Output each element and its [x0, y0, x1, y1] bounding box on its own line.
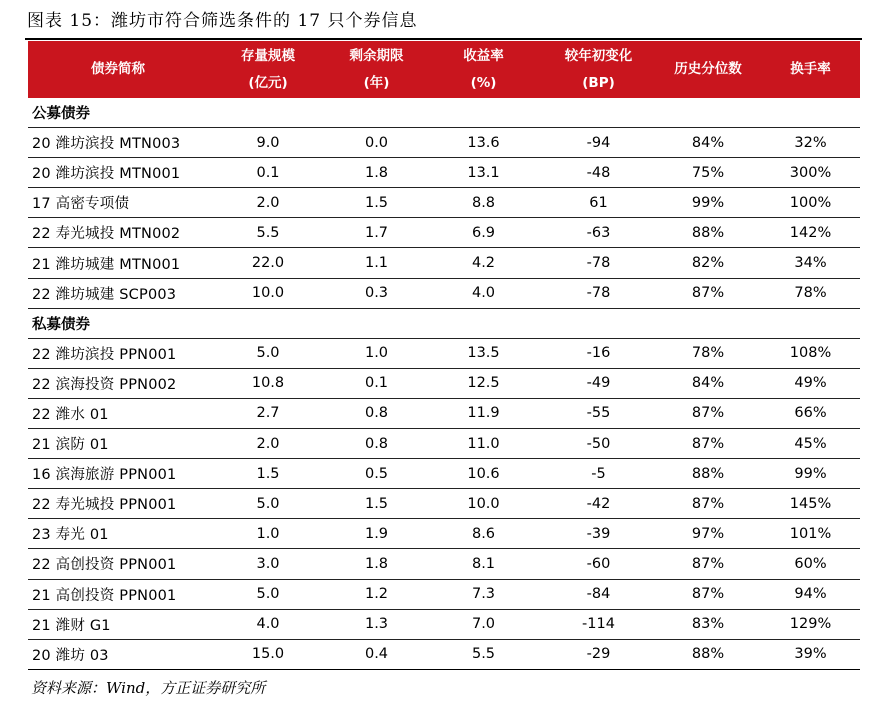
table-row [28, 609, 860, 639]
table-cell: 10.6 [425, 459, 542, 489]
bond-name-cell: 20 潍坊 03 [28, 639, 208, 669]
table-body [28, 98, 860, 669]
table-cell: 15.0 [208, 639, 328, 669]
table-cell: 6.9 [425, 218, 542, 248]
table-cell: 66% [761, 398, 860, 428]
table-cell: -16 [542, 338, 655, 368]
table-row [28, 398, 860, 428]
table-cell: 5.5 [208, 218, 328, 248]
bond-name-cell: 22 滨海投资 PPN002 [28, 368, 208, 398]
table-cell: 142% [761, 218, 860, 248]
bond-name-cell: 21 滨防 01 [28, 429, 208, 459]
section-label: 私募债券 [28, 308, 860, 338]
table-cell: 99% [761, 459, 860, 489]
table-cell: 108% [761, 338, 860, 368]
table-cell: 87% [655, 489, 761, 519]
table-row [28, 549, 860, 579]
table-cell: 5.0 [208, 489, 328, 519]
table-cell: 0.3 [328, 278, 425, 308]
table-row [28, 128, 860, 158]
table-cell: 87% [655, 429, 761, 459]
column-header [328, 41, 425, 98]
table-cell: 1.0 [208, 519, 328, 549]
section-row [28, 308, 860, 338]
column-header-label: 较年初变化 [564, 47, 633, 64]
table-cell: 49% [761, 368, 860, 398]
table-cell: 1.9 [328, 519, 425, 549]
table-cell: 87% [655, 398, 761, 428]
column-header [761, 41, 860, 98]
table-cell: 0.5 [328, 459, 425, 489]
table-cell: 22.0 [208, 248, 328, 278]
bond-name-cell: 22 潍水 01 [28, 398, 208, 428]
table-cell: 1.8 [328, 549, 425, 579]
table-cell: 2.0 [208, 188, 328, 218]
table-cell: -29 [542, 639, 655, 669]
table-cell: 4.0 [208, 609, 328, 639]
table-cell: 101% [761, 519, 860, 549]
table-cell: 7.3 [425, 579, 542, 609]
table-cell: 61 [542, 188, 655, 218]
table-cell: 87% [655, 549, 761, 579]
table-cell: -50 [542, 429, 655, 459]
table-row [28, 368, 860, 398]
table-cell: -78 [542, 248, 655, 278]
column-header-unit: (年) [363, 74, 390, 91]
table-cell: 1.5 [208, 459, 328, 489]
table-header [28, 41, 860, 98]
table-cell: -84 [542, 579, 655, 609]
column-header [542, 41, 655, 98]
table-cell: 84% [655, 368, 761, 398]
table-cell: 88% [655, 639, 761, 669]
title-rule [25, 38, 862, 40]
bond-name-cell: 21 潍坊城建 MTN001 [28, 248, 208, 278]
table-row [28, 218, 860, 248]
table-cell: 99% [655, 188, 761, 218]
table-cell: 75% [655, 158, 761, 188]
table-cell: 100% [761, 188, 860, 218]
table-row [28, 429, 860, 459]
source-note: 资料来源：Wind，方正证券研究所 [31, 679, 266, 697]
bond-name-cell: 20 潍坊滨投 MTN003 [28, 128, 208, 158]
bond-name-cell: 22 高创投资 PPN001 [28, 549, 208, 579]
column-header-unit: (%) [470, 74, 497, 91]
table-cell: 32% [761, 128, 860, 158]
bond-name-cell: 22 潍坊滨投 PPN001 [28, 338, 208, 368]
table-cell: -5 [542, 459, 655, 489]
table-cell: 4.0 [425, 278, 542, 308]
table-row [28, 158, 860, 188]
column-header-unit: (亿元) [248, 74, 288, 91]
bond-name-cell: 22 寿光城投 MTN002 [28, 218, 208, 248]
table-cell: 0.4 [328, 639, 425, 669]
table-cell: 1.1 [328, 248, 425, 278]
table-cell: 145% [761, 489, 860, 519]
table-cell: 8.6 [425, 519, 542, 549]
table-cell: 4.2 [425, 248, 542, 278]
table-cell: 0.8 [328, 398, 425, 428]
table-cell: -42 [542, 489, 655, 519]
table-cell: -114 [542, 609, 655, 639]
table-cell: 12.5 [425, 368, 542, 398]
table-cell: 2.0 [208, 429, 328, 459]
table-cell: -94 [542, 128, 655, 158]
column-header-label: 债券简称 [91, 61, 145, 77]
table-cell: -63 [542, 218, 655, 248]
table-cell: 3.0 [208, 549, 328, 579]
table-cell: -39 [542, 519, 655, 549]
table-row [28, 188, 860, 218]
column-header-label: 剩余期限 [349, 47, 404, 64]
table-cell: 300% [761, 158, 860, 188]
table-row [28, 338, 860, 368]
table-row [28, 278, 860, 308]
section-row [28, 98, 860, 128]
table-cell: 88% [655, 459, 761, 489]
table-cell: 1.7 [328, 218, 425, 248]
table-cell: 0.0 [328, 128, 425, 158]
bond-name-cell: 22 寿光城投 PPN001 [28, 489, 208, 519]
table-cell: 82% [655, 248, 761, 278]
table-cell: -49 [542, 368, 655, 398]
table-cell: 10.0 [208, 278, 328, 308]
table-cell: 9.0 [208, 128, 328, 158]
table-cell: 88% [655, 218, 761, 248]
table-cell: 13.1 [425, 158, 542, 188]
table-row [28, 459, 860, 489]
table-cell: 78% [655, 338, 761, 368]
table-cell: 0.8 [328, 429, 425, 459]
bond-name-cell: 21 高创投资 PPN001 [28, 579, 208, 609]
column-header-label: 历史分位数 [674, 61, 742, 77]
bond-name-cell: 20 潍坊滨投 MTN001 [28, 158, 208, 188]
table-cell: 129% [761, 609, 860, 639]
bond-name-cell: 16 滨海旅游 PPN001 [28, 459, 208, 489]
table-row [28, 519, 860, 549]
table-cell: 11.0 [425, 429, 542, 459]
table-cell: 94% [761, 579, 860, 609]
column-header [425, 41, 542, 98]
table-cell: 7.0 [425, 609, 542, 639]
figure-title: 图表 15：潍坊市符合筛选条件的 17 只个券信息 [27, 11, 418, 31]
table-cell: 45% [761, 429, 860, 459]
table-row [28, 248, 860, 278]
table-cell: 11.9 [425, 398, 542, 428]
table-cell: 78% [761, 278, 860, 308]
table-cell: 8.8 [425, 188, 542, 218]
table-cell: 1.0 [328, 338, 425, 368]
table-cell: 8.1 [425, 549, 542, 579]
table-row [28, 579, 860, 609]
table-cell: -48 [542, 158, 655, 188]
table-cell: 5.0 [208, 338, 328, 368]
table-cell: 10.0 [425, 489, 542, 519]
table-cell: 97% [655, 519, 761, 549]
bond-name-cell: 17 高密专项债 [28, 188, 208, 218]
table-cell: 1.8 [328, 158, 425, 188]
table-cell: 34% [761, 248, 860, 278]
table-cell: 87% [655, 579, 761, 609]
table-cell: 0.1 [208, 158, 328, 188]
table-cell: 5.0 [208, 579, 328, 609]
bond-table [28, 41, 860, 670]
section-label: 公募债券 [28, 98, 860, 128]
column-header-label: 存量规模 [241, 47, 295, 64]
table-cell: 13.6 [425, 128, 542, 158]
table-cell: 0.1 [328, 368, 425, 398]
table-cell: 5.5 [425, 639, 542, 669]
table-row [28, 489, 860, 519]
table-cell: 13.5 [425, 338, 542, 368]
table-cell: 1.3 [328, 609, 425, 639]
table-cell: -55 [542, 398, 655, 428]
table-row [28, 639, 860, 669]
bond-name-cell: 22 潍坊城建 SCP003 [28, 278, 208, 308]
bond-name-cell: 21 潍财 G1 [28, 609, 208, 639]
column-header-unit: (BP) [582, 74, 615, 91]
header-row [28, 41, 860, 98]
table-cell: 39% [761, 639, 860, 669]
table-cell: 60% [761, 549, 860, 579]
bond-name-cell: 23 寿光 01 [28, 519, 208, 549]
column-header-label: 收益率 [463, 47, 504, 64]
column-header [28, 41, 208, 98]
table-cell: 87% [655, 278, 761, 308]
table-cell: -78 [542, 278, 655, 308]
column-header [208, 41, 328, 98]
table-cell: 1.5 [328, 188, 425, 218]
table-cell: 1.2 [328, 579, 425, 609]
column-header [655, 41, 761, 98]
table-cell: 2.7 [208, 398, 328, 428]
table-cell: 83% [655, 609, 761, 639]
table-cell: 1.5 [328, 489, 425, 519]
table-cell: 10.8 [208, 368, 328, 398]
table-cell: -60 [542, 549, 655, 579]
column-header-label: 换手率 [790, 61, 831, 77]
table-cell: 84% [655, 128, 761, 158]
